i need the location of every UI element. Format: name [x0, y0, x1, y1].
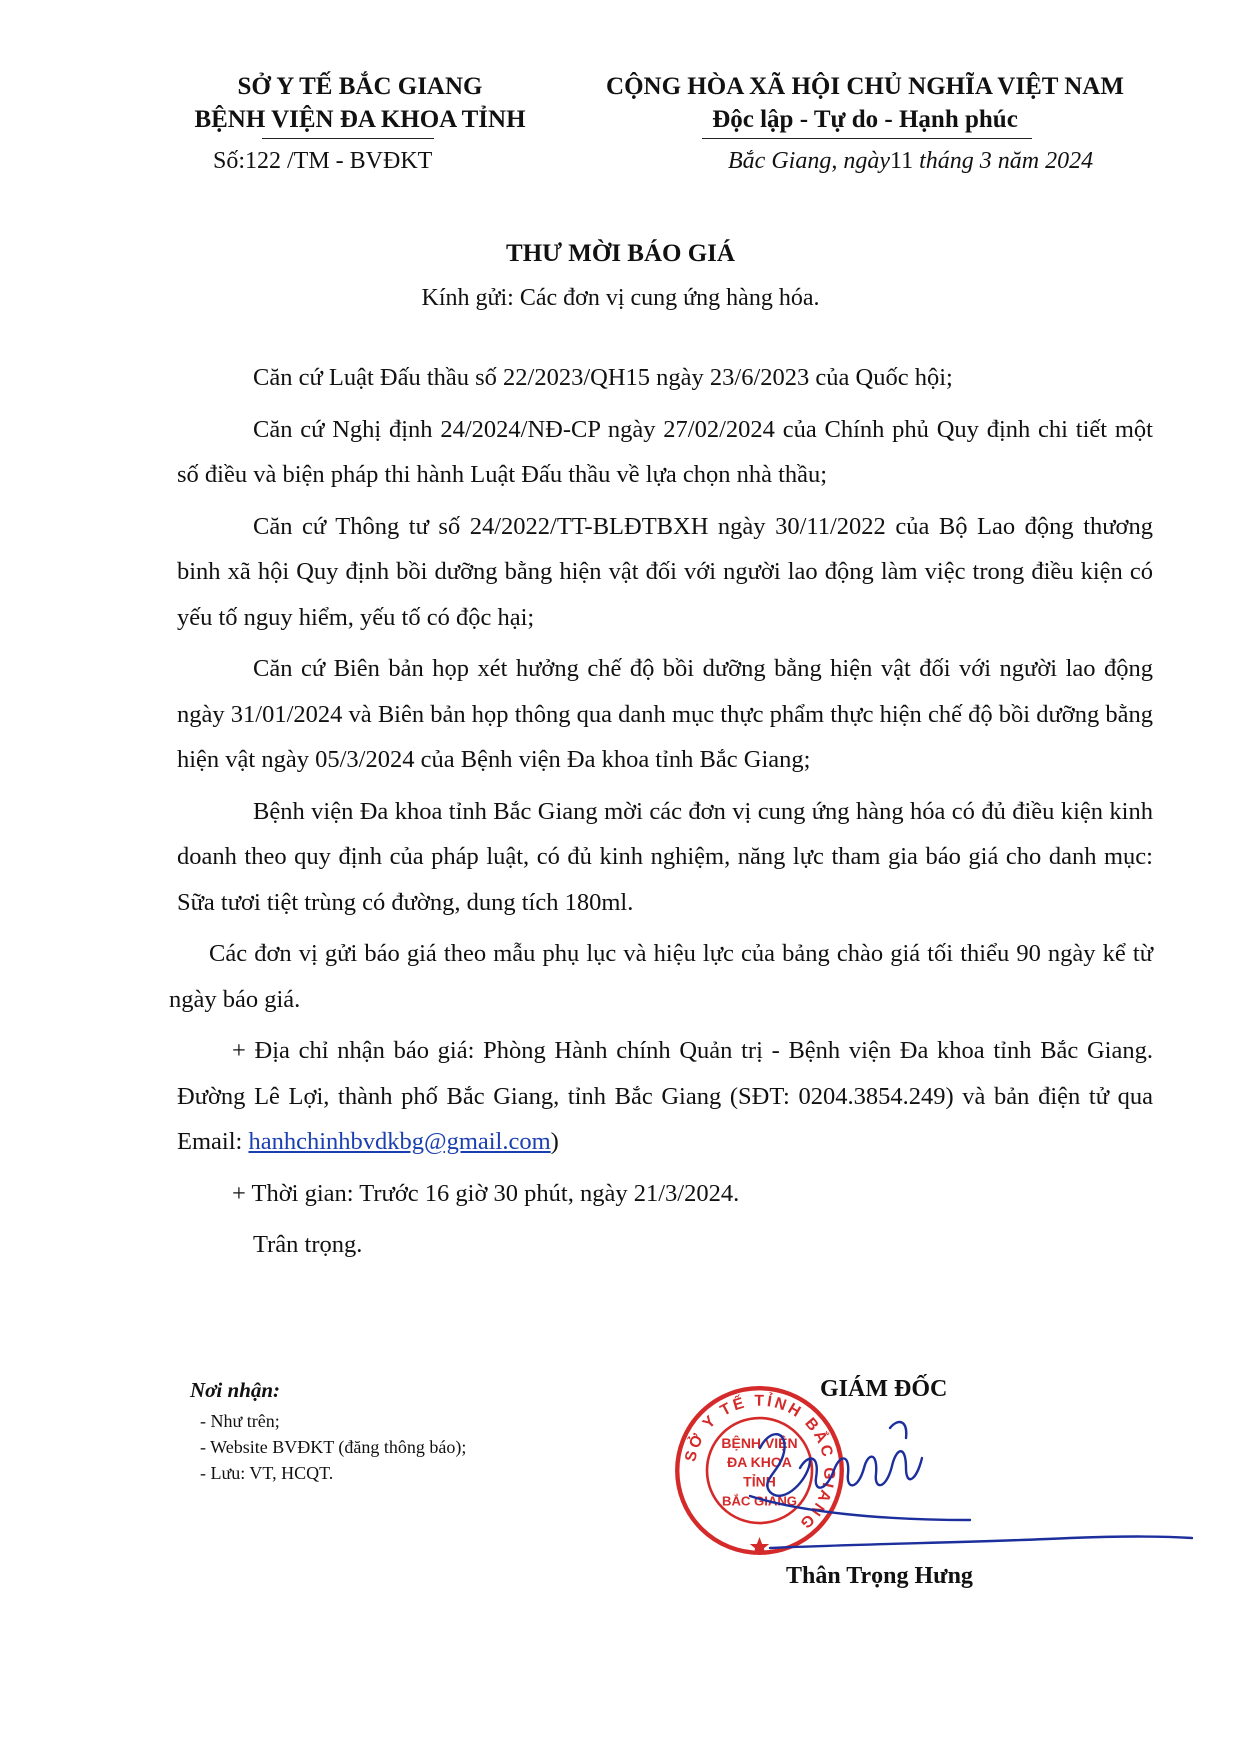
- recipients-title: Nơi nhận:: [190, 1378, 281, 1402]
- paragraph-invitation: Bệnh viện Đa khoa tỉnh Bắc Giang mời các đơn vị cung ứng hàng hóa có đủ điều kiện kinh doanh theo quy định của pháp luật, có đủ kinh nghiệm, năng lực tham gia báo giá cho danh mục: Sữa tươi tiệt trùng có đường, dung tích 180ml.: [177, 797, 1153, 916]
- closing-text: Trân trọng.: [253, 1231, 363, 1258]
- paragraph-legal-basis-2: Căn cứ Nghị định 24/2024/NĐ-CP ngày 27/02/2024 của Chính phủ Quy định chi tiết một số điều và biện pháp thi hành Luật Đấu thầu về lựa chọn nhà thầu;: [177, 415, 1153, 488]
- paragraph-address: [177, 1028, 1153, 1165]
- document-number: [213, 148, 432, 175]
- recipient-item: - Như trên;: [200, 1411, 280, 1431]
- date-suffix: tháng 3 năm 2024: [913, 148, 1094, 174]
- svg-text:BẮC GIANG: BẮC GIANG: [721, 1493, 798, 1509]
- salutation: Kính gửi: Các đơn vị cung ứng hàng hóa.: [421, 285, 820, 311]
- document-title: THƯ MỜI BÁO GIÁ: [506, 240, 735, 267]
- address-text: + Địa chỉ nhận báo giá: Phòng Hành chính Quản trị - Bệnh viện Đa khoa tỉnh Bắc Giang. Đường Lê Lợi, thành phố Bắc Giang, tỉnh Bắc Giang (SĐT: 0204.3854.249) và bản điện tử qua Email:: [177, 1037, 1153, 1155]
- paragraph-legal-basis-1: Căn cứ Luật Đấu thầu số 22/2023/QH15 ngày 23/6/2023 của Quốc hội;: [253, 364, 953, 391]
- document-date: [728, 148, 1093, 175]
- motto-underline: [702, 138, 1032, 139]
- date-day: 11: [889, 148, 914, 174]
- address-close: ): [550, 1128, 559, 1155]
- paragraph-legal-basis-3: Căn cứ Thông tư số 24/2022/TT-BLĐTBXH ngày 30/11/2022 của Bộ Lao động thương binh xã hội Quy định bồi dưỡng bằng hiện vật đối với người lao động làm việc trong điều kiện có yếu tố nguy hiểm, yếu tố có độc hại;: [177, 512, 1153, 631]
- number-suffix: /TM - BVĐKT: [281, 148, 433, 174]
- signature-icon: [740, 1408, 1200, 1578]
- national-motto: Độc lập - Tự do - Hạnh phúc: [712, 106, 1018, 133]
- paragraph-deadline: + Thời gian: Trước 16 giờ 30 phút, ngày 21/3/2024.: [232, 1179, 740, 1207]
- issuer-department: SỞ Y TẾ BẮC GIANG: [237, 73, 483, 100]
- recipient-item: - Lưu: VT, HCQT.: [200, 1463, 334, 1483]
- signer-role: GIÁM ĐỐC: [820, 1376, 948, 1402]
- number-prefix: Số:: [213, 148, 246, 174]
- document-body: [169, 355, 1153, 1274]
- national-title: CỘNG HÒA XÃ HỘI CHỦ NGHĨA VIỆT NAM: [606, 73, 1124, 100]
- svg-text:SỞ Y TẾ TỈNH BẮC GIANG: SỞ Y TẾ TỈNH BẮC GIANG: [682, 1392, 838, 1534]
- date-prefix: Bắc Giang, ngày: [728, 148, 890, 174]
- signer-name: Thân Trọng Hưng: [786, 1563, 973, 1589]
- svg-text:ĐA KHOA: ĐA KHOA: [727, 1454, 792, 1470]
- paragraph-legal-basis-4: Căn cứ Biên bản họp xét hưởng chế độ bồi dưỡng bằng hiện vật đối với người lao động ngày 31/01/2024 và Biên bản họp thông qua danh mục thực phẩm thực hiện chế độ bồi dưỡng bằng hiện vật ngày 05/3/2024 của Bệnh viện Đa khoa tỉnh Bắc Giang;: [177, 655, 1153, 773]
- issuer-hospital: BỆNH VIỆN ĐA KHOA TỈNH: [194, 106, 526, 133]
- issuer-header: [170, 70, 550, 136]
- email-link[interactable]: hanhchinhbvdkbg@gmail.com: [248, 1128, 551, 1155]
- svg-text:TỈNH: TỈNH: [743, 1473, 776, 1490]
- recipient-item: - Website BVĐKT (đăng thông báo);: [200, 1437, 467, 1457]
- recipients-list: [200, 1408, 466, 1486]
- issuer-underline: [262, 138, 434, 139]
- national-header: [585, 70, 1145, 136]
- svg-text:BỆNH VIỆN: BỆNH VIỆN: [721, 1434, 798, 1451]
- number-value: 122: [245, 148, 282, 174]
- paragraph-validity: Các đơn vị gửi báo giá theo mẫu phụ lục và hiệu lực của bảng chào giá tối thiểu 90 ngày kể từ ngày báo giá.: [169, 940, 1153, 1013]
